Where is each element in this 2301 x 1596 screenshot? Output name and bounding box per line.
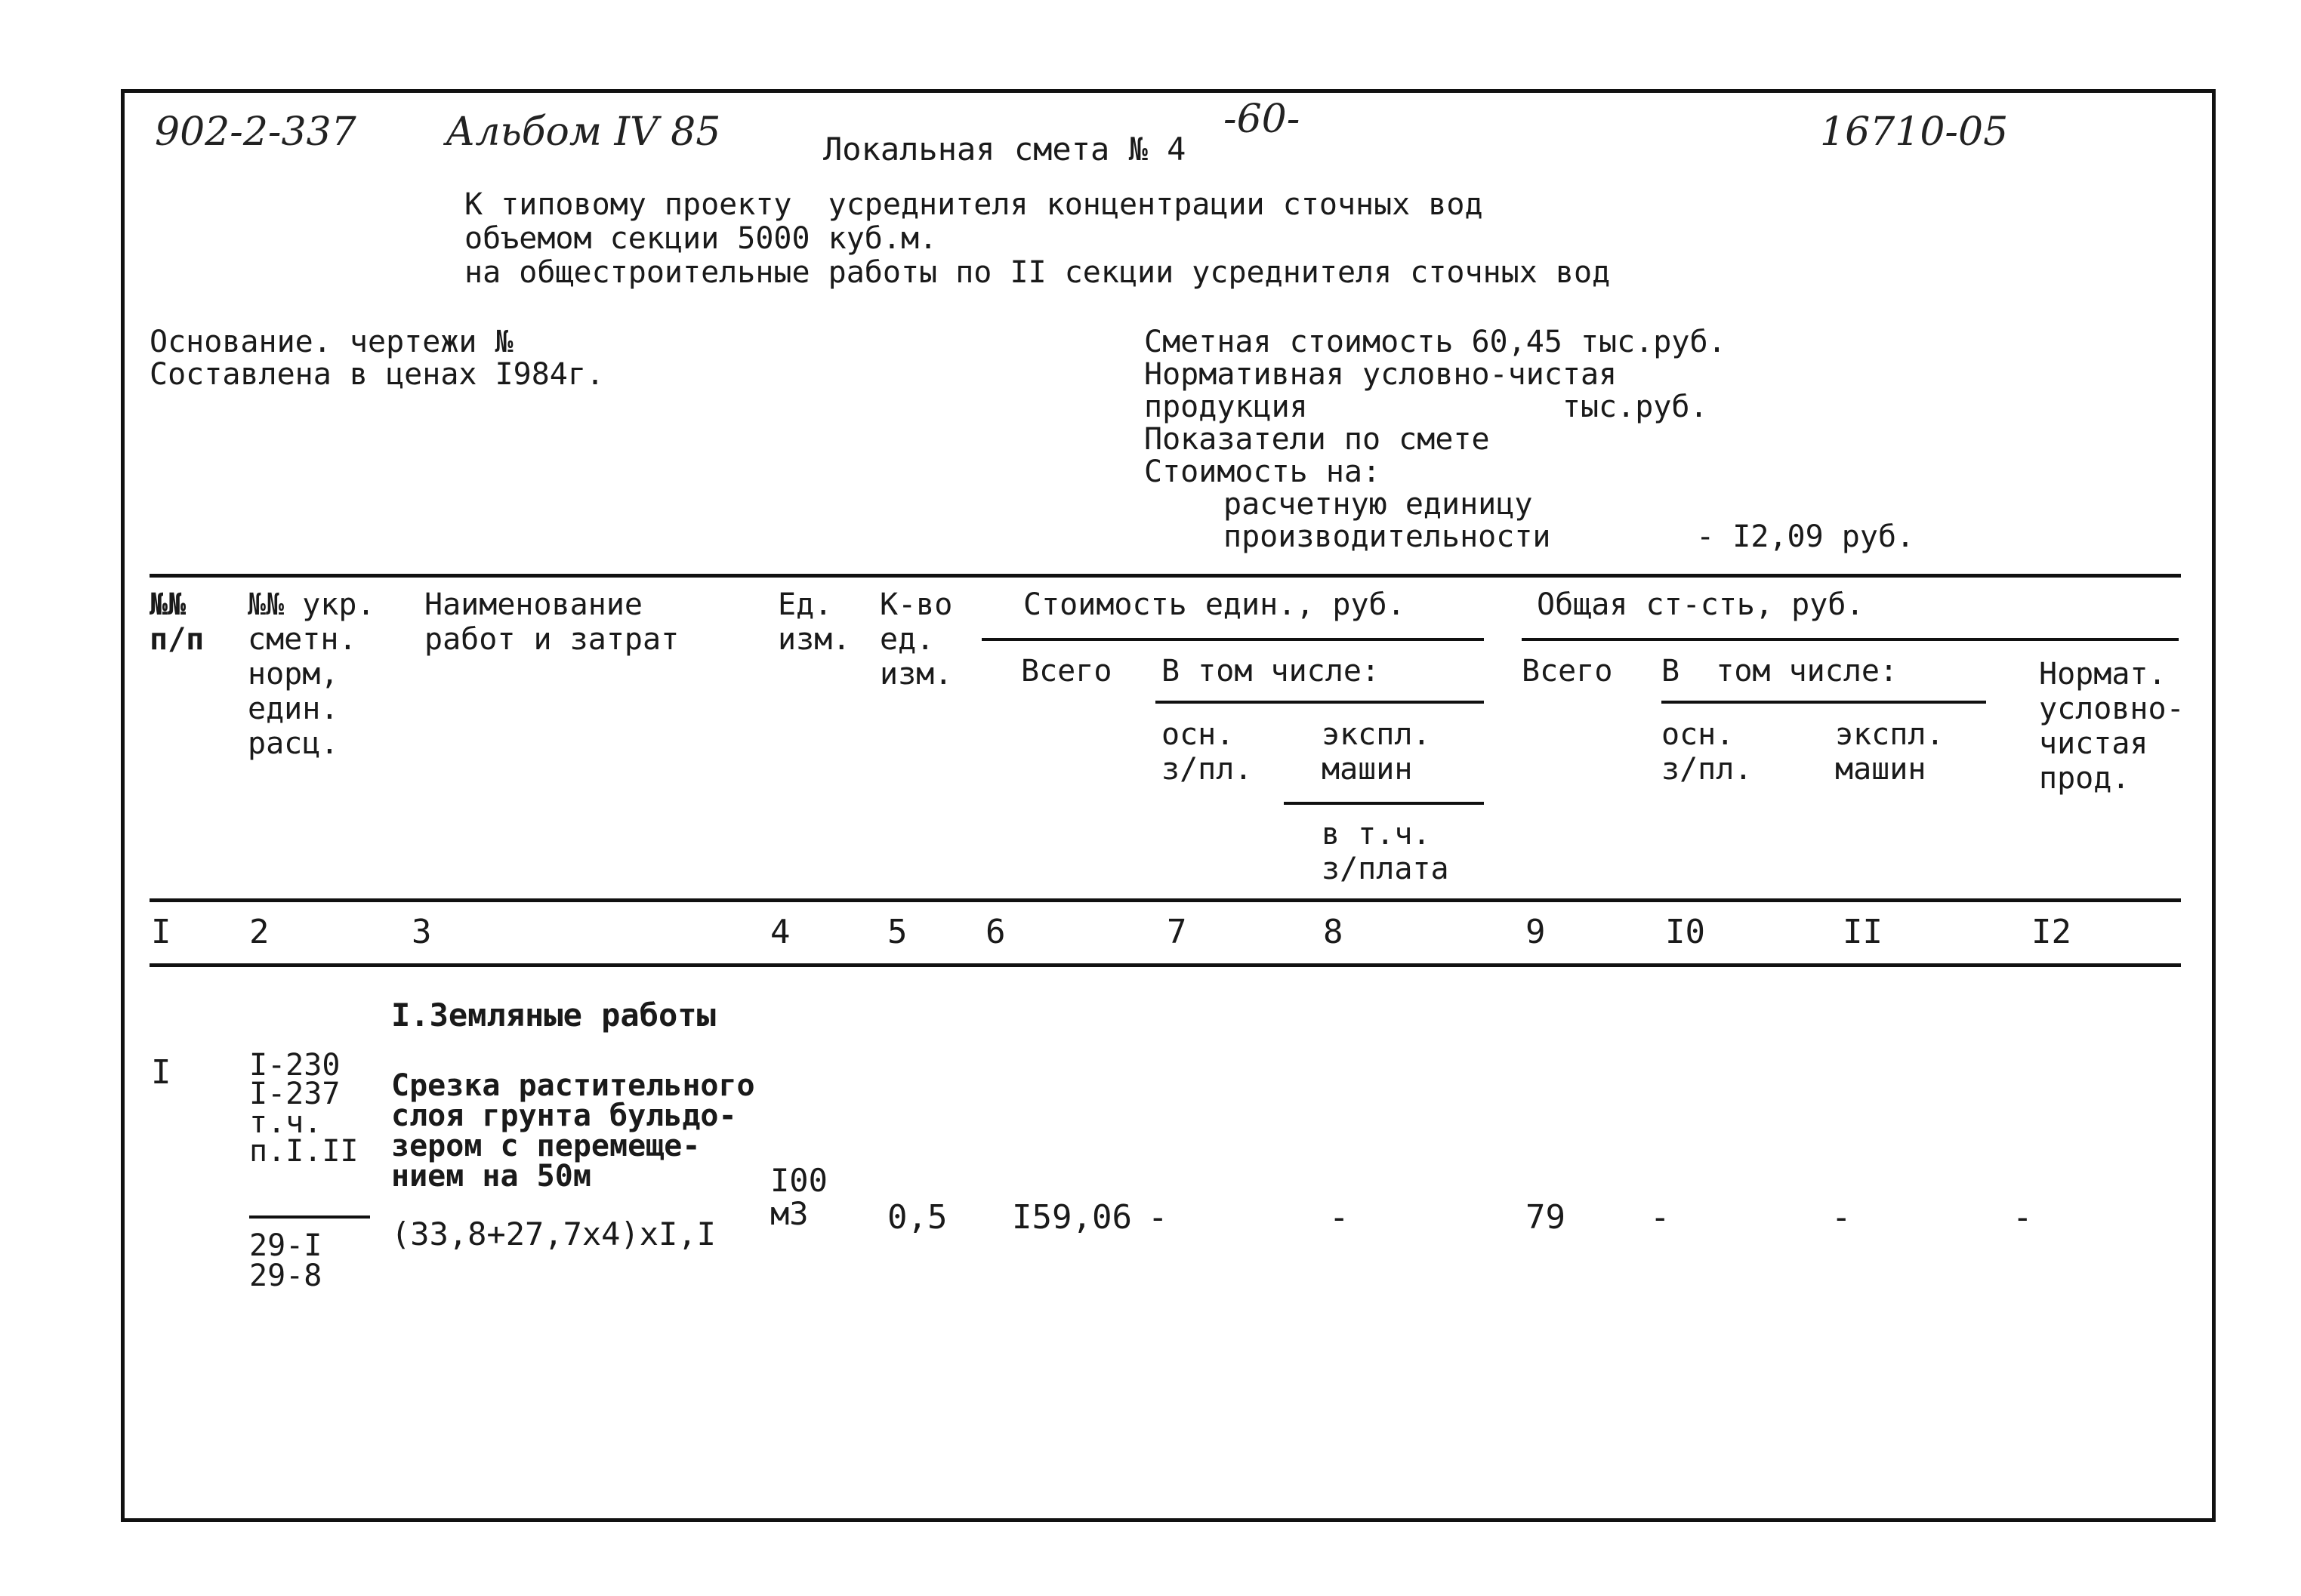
document-frame — [121, 89, 2216, 1522]
unit-cost-group-label: Стоимость един., руб. — [1023, 587, 1405, 622]
column-number: I2 — [2031, 913, 2071, 951]
row-total-mach: - — [1831, 1198, 1852, 1237]
row-unit-mach: - — [1329, 1198, 1349, 1237]
row-index: I — [151, 1053, 171, 1092]
basis-line-2: Составлена в ценах I984г. — [150, 357, 605, 392]
row-unit-osn: - — [1148, 1198, 1168, 1237]
col-header-name: Наименование работ и затрат — [424, 587, 680, 657]
page-number: -60- — [1223, 97, 1300, 142]
unit-incl-label: В том числе: — [1161, 654, 1380, 689]
norm-divider — [249, 1215, 370, 1219]
col-header-total: Всего — [1522, 654, 1613, 689]
row-formula: (33,8+27,7x4)xI,I — [391, 1215, 716, 1252]
col-header-norm-prod: Нормат. условно- чистая прод. — [2039, 657, 2185, 796]
row-unit: I00 м3 — [770, 1162, 828, 1232]
column-number: I — [151, 913, 171, 951]
unit-cost-group-rule — [982, 638, 1484, 641]
column-number: 5 — [887, 913, 908, 951]
row-norm-top: I-230 I-237 т.ч. п.I.II — [249, 1048, 359, 1169]
column-number-rule — [150, 963, 2181, 967]
album-label: Альбом IV 85 — [446, 109, 721, 155]
col-header-unit: Ед. изм. — [778, 587, 851, 657]
col-header-unit-mach: экспл. машин — [1322, 717, 1431, 787]
row-norm-prod: - — [2013, 1198, 2033, 1237]
summary-line-1: Сметная стоимость 60,45 тыс.руб. — [1144, 325, 1726, 359]
column-number: 8 — [1323, 913, 1343, 951]
col-header-index: №№ п/п — [150, 587, 205, 657]
mach-sub-rule — [1284, 802, 1484, 805]
row-norm-bottom: 29-I 29-8 — [249, 1228, 322, 1293]
section-title: I.Земляные работы — [391, 997, 716, 1034]
column-number: 3 — [412, 913, 432, 951]
summary-line-7: производительности - I2,09 руб. — [1223, 519, 1915, 554]
basis-line-1: Основание. чертежи № — [150, 325, 514, 359]
col-header-unit-mach-wage: в т.ч. з/плата — [1322, 817, 1449, 886]
subtitle-line-1: К типовому проекту усреднителя концентрации сточных вод — [464, 187, 1483, 222]
total-group-rule — [1522, 638, 2179, 641]
subtitle-line-3: на общестроительные работы по II секции усреднителя сточных вод — [464, 255, 1611, 290]
col-header-norm: №№ укр. сметн. норм, един. расц. — [248, 587, 375, 761]
col-header-unit-total: Всего — [1021, 654, 1112, 689]
column-number: 9 — [1525, 913, 1546, 951]
header-bottom-rule — [150, 898, 2181, 902]
document-title: Локальная смета № 4 — [823, 131, 1186, 168]
table-top-rule — [150, 574, 2181, 578]
summary-line-6: расчетную единицу — [1223, 487, 1533, 522]
column-number: 2 — [249, 913, 270, 951]
summary-line-3: продукция тыс.руб. — [1144, 390, 1708, 424]
sheet-code: 16710-05 — [1820, 109, 2009, 155]
column-number: I0 — [1665, 913, 1705, 951]
col-header-total-osn: осн. з/пл. — [1661, 717, 1753, 787]
column-number: 4 — [770, 913, 791, 951]
row-unit-total: I59,06 — [1012, 1198, 1132, 1237]
col-header-qty: К-во ед. изм. — [880, 587, 953, 692]
unit-incl-rule — [1155, 701, 1484, 704]
column-number: 6 — [985, 913, 1006, 951]
subtitle-line-2: объемом секции 5000 куб.м. — [464, 221, 938, 256]
summary-line-4: Показатели по смете — [1144, 422, 1490, 457]
summary-line-2: Нормативная условно-чистая — [1144, 357, 1618, 392]
row-work-name: Срезка растительного слоя грунта бульдо- зером с перемеще- нием на 50м — [391, 1068, 755, 1194]
column-number: II — [1843, 913, 1883, 951]
row-qty: 0,5 — [887, 1198, 948, 1237]
column-number: 7 — [1167, 913, 1187, 951]
total-incl-rule — [1661, 701, 1986, 704]
doc-code: 902-2-337 — [155, 109, 356, 155]
total-incl-label: В том числе: — [1661, 654, 1898, 689]
summary-line-5: Стоимость на: — [1144, 454, 1381, 489]
col-header-unit-osn: осн. з/пл. — [1161, 717, 1253, 787]
total-group-label: Общая ст-сть, руб. — [1537, 587, 1865, 622]
row-total-osn: - — [1650, 1198, 1670, 1237]
row-total: 79 — [1525, 1198, 1565, 1237]
col-header-total-mach: экспл. машин — [1835, 717, 1945, 787]
